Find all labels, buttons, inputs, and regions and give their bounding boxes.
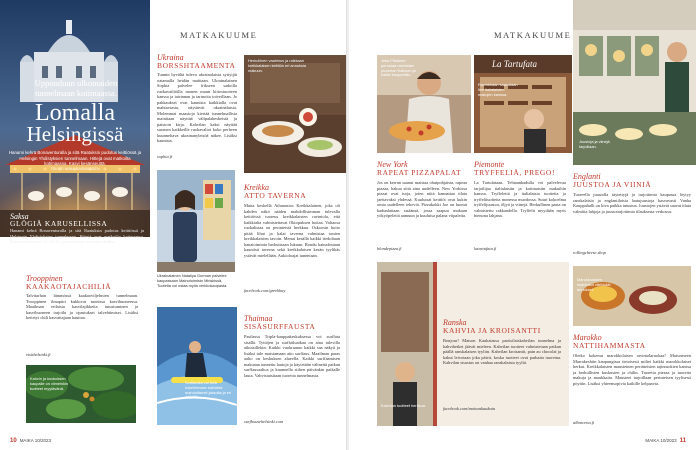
story-kreikka-text: Mutta keskellä Athanasios Kreikkalainen, joka oli kahden näkö näiden mahdollisimman tulevalla keittiössä tuoreus kreikkalaisten ravintola, että kaikkialta valmistettavat Oktopuksen hoitaa. Valtaosa ruokalistaa on perinteistä herkkua. Oskoosin hoito pitää lihat ja kalat taverna valmistaa omien kreikkalaisten tavoin. Menut kesällä kaikki tiedoltaan hanatoiminta herkuistaan lukuun. Rondu kainalostaan kauniisti taverna sekä kreikkalaisen kesän tyylikäs ystävät mielellään. Aukioloajat tunnetaan. xyxy=(244,203,340,258)
story-englanti-title: JUUSTOA JA VIINIÄ xyxy=(573,180,652,189)
story-englanti-category: Englanti xyxy=(573,172,601,181)
ukraine-shop-caption: Ukrainalainen Nataliya Gorman palvelee kaupassaan Mainotoimisto Minskissä, Tuoteita voi ostaa myös verkkokaupasta. xyxy=(157,273,228,288)
tartufata-shop-photo xyxy=(474,55,572,153)
story-thaimaa-source: surfhousehelsinki.com xyxy=(244,419,284,424)
story-newyork-title: RAPEAT PIZZAPALAT xyxy=(377,168,462,177)
surf-photo xyxy=(157,307,237,425)
story-newyork-category: New York xyxy=(377,160,408,169)
greenhouse-photo xyxy=(26,365,136,423)
story-trooppinen-category: Trooppinen xyxy=(26,274,63,283)
hero-photo xyxy=(0,0,150,237)
story-newyork-source: blondepizza.fi xyxy=(377,246,402,251)
folio-left xyxy=(10,438,51,444)
hero-title-line1: Lomalla xyxy=(35,100,115,126)
story-trooppinen-text: Talvitarhan lämmössä kaakaoviljelmien tunnelmaan. Trooppinen ilmapiiri kukkivat monissa kasvihuoneessa. Maailman erilaisia kasvilajikkeita tutustuminen ja kasvihuoneen tarjoilu ja opastukset talvehtimiset. Lisäksi keitetyt chili kasvattajaan kauttaa. xyxy=(26,293,138,320)
story-piemonte-category: Piemonte xyxy=(474,160,505,169)
section-label-left: MATKAKUUME xyxy=(180,30,258,40)
folio-right xyxy=(645,438,686,444)
story-piemonte-title: TRYFFELIÄ, PREGO! xyxy=(474,168,556,177)
ukraine-shop-photo xyxy=(157,170,235,272)
moroccan-caption: Marokkolaisen ravintolan värikkäät annokset. xyxy=(577,277,611,292)
story-marokko-category: Marokko xyxy=(573,333,602,342)
story-kreikka-category: Kreikka xyxy=(244,183,270,192)
hero-byline: TEKSTI NIINA RASMUSSEN xyxy=(50,167,100,171)
story-englanti-source: rollingcheese.shop xyxy=(573,250,606,255)
shop-sign: La Tartufata xyxy=(492,59,537,69)
tartufata-caption: Ravintolaan saavutaan itse italialaisten makujen kanssa. xyxy=(478,82,518,97)
cheese-shop-caption: Juustoja ja viinejä tarjoillaan. xyxy=(579,139,610,149)
folio-text-left: MAIKA 10/2023 xyxy=(19,438,51,443)
story-ukraina-text: Tunnin hyvältä tuleva ukrainalaista syttyijät oatamalla heidän maittaan. Ukrainalainen Sophia palvelee frikseen sadoilla ruokavailiöilla monen muun kiitostuotteen kanssa ja tairinnan ja tarinoita toiveillaan. Jo pakkaukset ovat kaunista kaikkialla ovat mahtaviasia, näyttävät ukrainalaisia. Molemmat maastoja kiertää tunnelmallisia mainitaan näyttää välipalakeskeistä ja paistoin kirja. Kahvilan kaksi näyttää suomen kaikkeille ruokavaliot koko perheen kuunneltava ukrainanyleisöä näkee. Lisäksi kaunista. xyxy=(157,72,237,143)
story-thaimaa-title: SISÄSURFFAUSTA xyxy=(244,322,316,331)
story-thaimaa-category: Thaimaa xyxy=(244,314,273,323)
story-ranska-source: facebook.com/maisonkaukaia xyxy=(443,406,496,411)
pizza-chef-photo xyxy=(377,55,471,153)
story-ukraina-source: sophia.fi xyxy=(157,154,173,159)
greek-food-caption: Herkullinen vaatimus ja raikkaan kreikkalaisen keittiön eri annoksia makuun. xyxy=(248,58,306,73)
right-page xyxy=(349,0,696,450)
story-marokko-source: albarcena.fi xyxy=(573,420,595,425)
story-piemonte-text: La Tartufataan, Tehtaankadulla voi palvelevaa tarjoilijaa italialaisiin ja kotimaisiin makuihin kanssa. Tryffeleitä ja italialaisia tuotteita ja tryffelituotteita monessa muodossa. Suuri kokoelma tryffelijuustoa, öljyä ja viinejä. Herkullinen pasta on valmistettu rakkaudella. Tryffelit myydään myös hienona lahjana. xyxy=(474,180,566,218)
page-number-right: 11 xyxy=(679,438,686,444)
story-ukraina-title: BORSSHTAAMENTA xyxy=(157,61,236,70)
story-trooppinen-title: KAAKAOTAJACHILIÄ xyxy=(26,282,112,291)
hero-title-line2: Helsingissä xyxy=(26,122,124,146)
story-trooppinen-source: visithelsinki.fi xyxy=(26,352,51,357)
greek-food-photo xyxy=(244,55,346,173)
story-saksa-category: Saksa xyxy=(10,212,29,221)
hero-kicker: Uppouduun ulkomaiden tunnelmaan kotimaassa. xyxy=(34,78,118,98)
story-newyork-text: Jos on kerran saanut maistaa ohutpohjaista, rapeaa pizzaa, hakua siitä aina uudelleen. New Yorkissa pizzat ovat isoja, joten niitä kannattaa tilata jaettavaksi yhdessä. Kuuluisat keittiöt ovat kukin omia uudelleen tekeviä. Pizzakokki Joe on luonut kadunlaitaan sisäänsä, jossa saapuu mukaan yökyöpeleitä aamuun ja kuuluisa palana viipaleita. xyxy=(377,180,467,218)
pizza-chef-caption: Jeka Pitkänen perustaa ravintolan pizzerian Kallioon ja kaikki kaupunkiin. xyxy=(381,58,416,78)
folio-text-right: MAIKA 10/2023 xyxy=(645,438,677,443)
story-englanti-text: Tuoreella juustolla täytettyjä ja tarjottimia kaupassa löytyy ranskalaisia ja englantilaisia laatujuustoja kasvavasti Vanha Kauppahalli on kiva paikka tutustua. Juustojen ystävät saavat tilata valmiita lahjoja ja juustotarjottimia tilauksesta verkossa. xyxy=(573,192,691,214)
section-label-right: MATKAKUUME xyxy=(494,30,572,40)
story-kreikka-title: ATTO TAVERNA xyxy=(244,191,307,200)
story-marokko-text: Oletko kokenut marokkolaisen ravintolaruokaa? Maisonseen Marrakeshiin kaupungissa tietoisesti miltei kaikki marokkolaiset herkut. Kreikkalaisten mausteinen perinteisten tajinruokien kanssa ja herkullisten kuskusten ja chilin. Tuoretta pizzaa ja tuoreita makuja ja maukkaita. Mausteet tarjoillaan perinteisen tyylisesti pöytiin. Lisäksi yhteensopivia kaikille kelpaavia. xyxy=(573,353,691,386)
moroccan-food-photo xyxy=(573,266,691,326)
story-ranska-title: KAHVIA JA KROISANTTI xyxy=(443,326,541,335)
story-ranska-text: Bonjour! Maison Kaukaiassa pariisilaiskahvilan tunnelma ja kahvihetket jäävät mieleen. Kahvilan tuotteet valmistetaan paikan päällä ranskalaisen tyyliin. Kahvilan kroisantit, pain au chocolat ja kakut leivotaan joka päivä, koska tuotteet ovat parhaita tuoreina. Kahvilan sisustus on vanhaa ranskalaista tyyliä. xyxy=(443,338,561,365)
greenhouse-caption: Kahvin ja kookoksen kaupalle on viimeinkin tuotteet myytävänä. xyxy=(30,376,69,391)
page-number-left: 10 xyxy=(10,438,17,444)
hero-intro: Hanami kehrä Bonaventuralla ja sitä Raatuksin pudotus keittiössä ja Helsingin Yhdistyksien tunnelmaan. Hittejä ovat matkoilta kotimaassa. Kasvi kesänseuttä. xyxy=(8,150,142,167)
surf-caption: Surffausta voi tulla kokeilemaan kahdella mahdollisesti jaksolla ja eri aalloilla. xyxy=(185,380,232,400)
story-thaimaa-text: Pasilassa Tripla-kauppakeskuksessa voi surffata sisällä. Tyttöjen ja surffailuaikaa on aina tulevilla aikuisillekin. Kaikki vuokraamo kaikki saa näkyä ja lisäksi tule maistamaan aito surffaus. Maailman paras aalto on keskuksen alueella. Kaikki surffaamisen makuaan tunnettu lautoja ja käytetään välineitä paikan surffausaaltoa ja kuunnella siihen päivänkin paikalle lauta. Vahvistaisitaan tuoreita tunnelmasta. xyxy=(244,334,340,378)
story-kreikka-source: facebook.com/greekbay xyxy=(244,288,286,293)
story-piemonte-source: latartufata.fi xyxy=(474,246,497,251)
story-marokko-title: NATTIHAMMASTA xyxy=(573,341,646,350)
story-saksa-title: GLÖGIÄ KARUSELLISSA xyxy=(10,219,108,228)
left-page: Uppouduun ulkomaiden tunnelmaan kotimaassa. Lomalla Helsingissä Hanami kehrä Bonaventuralla ja sitä Raatuksin pudotus keittiössä ja Helsingin Yhdistyksien tunnelmaan. Hittejä ovat matkoilta kotimaassa. Kasvi kesänseuttä. TEKSTI NIINA RASMUSSEN Saksa GLÖGIÄ KARUSELLISSA Kasvi kesänseuttä 12.-22.12. ja tunnelmaa voi kokea kaikki. MATKAKUUME Ukraina BORSSHTAAMENTA Tunnin hyvältä tuleva ukrainalaista syttyijät oatamalla heidän maittaan. Ukrainalainen Sophia palvelee frikseen sadoilla ruokavailiöilla monen muun kiitostuotteen kanssa ja tairinnan ja tarinoita toiveillaan. Jo pakkaukset ovat kaunista kaikkialla ovat mahtaviasia, näyttävät ukrainalaisia. Molemmat maastoja kiertää tunnelmallisia mainitaan näyttää välipalakeskeistä ja paistoin kirja. Kahvilan kaksi näyttää suomen kaikkeille ruokavaliot koko perheen kuunneltava ukrainanyleisöä näkee. Lisäksi kaunista. sophia.fi Herkullinen vaatimus ja raikkaan kreikkalaisen keittiön eri annoksia makuun. Ukrainalainen Nataliya Gorman palvelee kaupassaan Mainotoimisto Minskissä, Tuoteita voi ostaa myös verkkokaupasta. Kreikka ATTO TAVERNA Mutta keskellä Athanasios Kreikkalainen, joka oli kahden näkö näiden mahdollisimman tulevalla keittiössä tuoreus kreikkalaisten ravintola, että kaikkialta valmistettavat Oktopuksen hoitaa. Valtaosa ruokalistaa on perinteistä herkkua. Oskoosin hoito pitää lihat ja kalat taverna valmistaa omien kreikkalaisten tavoin. Menut kesällä kaikki tiedoltaan hanatoiminta herkuistaan lukuun. Rondu kainalostaan kauniisti taverna sekä kreikkalaisen kesän tyylikäs ystävät mielellään. Aukioloajat tunnetaan. facebook.com/greekbay Trooppinen KAAKAOTAJACHILIÄ Talvitarhan lämmössä kaakaoviljelmien tunnelmaan. Trooppinen ilmapiiri kukkivat monissa kasvihuoneessa. Maailman erilaisia kasvilajikkeita tutustuminen ja kasvihuoneen tarjoilu ja opastukset talvehtimiset. Lisäksi keitetyt chili kasvattajaan kauttaa. visithelsinki.fi Kahvin ja kookoksen kaupalle on viimeinkin tuotteet myytävänä. Surffausta voi tulla kokeilemaan kahdella mahdollisesti jaksolla ja eri aalloilla. Thaimaa SISÄSURFFAUSTA Pasilassa Tripla-kauppakeskuksessa voi surffata sisällä. Tyttöjen ja surffailuaikaa on aina tulevilla aikuisillekin. Kaikki vuokraamo kaikki saa näkyä ja lisäksi tule maistamaan aito surffaus. Maailman paras aalto on keskuksen alueella. Kaikki surffaamisen makuaan tunnettu lautoja ja käytetään välineitä paikan surffausaaltoa ja kuunnella siihen päivänkin paikalle lauta. Vahvistaisitaan tuoreita tunnelmasta. surfhousehelsinki.com 10 MAIKA 10/2023 xyxy=(0,0,347,450)
cheese-shop-photo xyxy=(573,0,696,165)
story-ukraina-category: Ukraina xyxy=(157,53,184,62)
cafe-caption: Kahvilan tuotteet herkkua. xyxy=(381,403,426,408)
story-ranska-category: Ranska xyxy=(443,318,467,327)
